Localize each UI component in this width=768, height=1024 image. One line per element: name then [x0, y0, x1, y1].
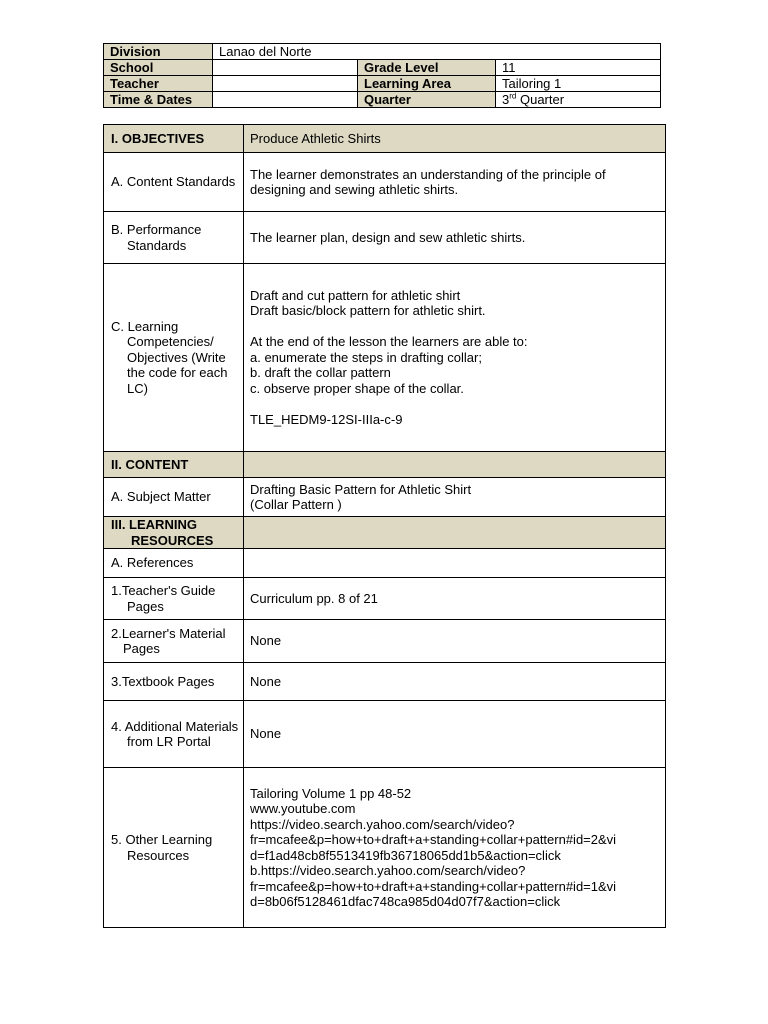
quarter-word: Quarter: [516, 92, 565, 107]
teacher-value: [213, 76, 358, 92]
lesson-header-table: [103, 43, 661, 108]
grade-level-value: 11: [496, 60, 661, 76]
objectives-value: Produce Athletic Shirts: [244, 125, 666, 153]
competency-code: TLE_HEDM9-12SI-IIIa-c-9: [250, 411, 403, 427]
quarter-number: 3: [502, 92, 510, 107]
textbook-value: None: [244, 663, 666, 701]
school-value: [213, 60, 358, 76]
division-label: Division: [104, 44, 213, 60]
textbook-label: 3.Textbook Pages: [104, 663, 244, 701]
teachers-guide-row: [104, 578, 666, 620]
competency-line: Draft basic/block pattern for athletic shirt.: [250, 303, 486, 319]
performance-standards-value: The learner plan, design and sew athletic shirts.: [244, 212, 666, 264]
quarter-value: [496, 92, 661, 108]
competency-line: a. enumerate the steps in drafting collar;: [250, 349, 482, 365]
school-label: School: [104, 60, 213, 76]
textbook-row: [104, 663, 666, 701]
content-standards-label: A. Content Standards: [111, 174, 236, 190]
quarter-suffix: rd: [509, 91, 517, 101]
content-label: II. CONTENT: [104, 452, 244, 478]
learners-material-row: [104, 620, 666, 663]
objectives-label: I. OBJECTIVES: [104, 125, 244, 153]
other-resources-row: [104, 768, 666, 928]
references-label: A. References: [104, 549, 244, 578]
header-row-division: [104, 44, 661, 60]
header-row-time: [104, 92, 661, 108]
resource-line: d=f1ad48cb8f5513419fb36718065dd1b5&action=click: [250, 847, 561, 863]
lesson-plan-table: [103, 124, 666, 928]
quarter-label: Quarter: [358, 92, 496, 108]
resource-line: Tailoring Volume 1 pp 48-52: [250, 785, 412, 801]
resource-line: www.youtube.com: [250, 801, 356, 816]
resources-row: [104, 517, 666, 549]
competency-line: Draft and cut pattern for athletic shirt: [250, 287, 461, 303]
competency-line: c. observe proper shape of the collar.: [250, 380, 464, 396]
competency-line: b. draft the collar pattern: [250, 365, 391, 381]
performance-standards-label: B. Performance Standards: [111, 222, 202, 253]
resource-line: fr=mcafee&p=how+to+draft+a+standing+collar+pattern#id=1&vi: [250, 878, 617, 894]
time-dates-value: [213, 92, 358, 108]
subject-matter-row: [104, 478, 666, 517]
learners-material-value: None: [244, 620, 666, 663]
competencies-row: [104, 264, 666, 452]
resources-label: III. LEARNING RESOURCES: [111, 517, 214, 548]
resource-line: https://video.search.yahoo.com/search/video?: [250, 816, 515, 832]
content-row: [104, 452, 666, 478]
division-value: Lanao del Norte: [213, 44, 661, 60]
competencies-label: C. Learning Competencies/ Objectives (Write the code for each LC): [111, 318, 228, 396]
content-standards-value: The learner demonstrates an understanding of the principle of designing and sewing athletic shirts.: [250, 166, 606, 197]
resource-line: d=8b06f5128461dfac748ca985d04d07f7&action=click: [250, 894, 561, 909]
performance-standards-row: [104, 212, 666, 264]
competency-line: At the end of the lesson the learners are able to:: [250, 334, 528, 350]
subject-matter-line: Drafting Basic Pattern for Athletic Shirt: [250, 481, 472, 497]
header-row-teacher: [104, 76, 661, 92]
header-row-school: [104, 60, 661, 76]
objectives-row: [104, 125, 666, 153]
grade-level-label: Grade Level: [358, 60, 496, 76]
references-row: [104, 549, 666, 578]
additional-materials-label: 4. Additional Materials from LR Portal: [111, 718, 239, 749]
content-standards-row: [104, 153, 666, 212]
teacher-label: Teacher: [104, 76, 213, 92]
learning-area-value: Tailoring 1: [496, 76, 661, 92]
teachers-guide-value: Curriculum pp. 8 of 21: [244, 578, 666, 620]
time-dates-label: Time & Dates: [104, 92, 213, 108]
resource-line: b.https://video.search.yahoo.com/search/video?: [250, 863, 526, 878]
other-resources-label: 5. Other Learning Resources: [111, 832, 213, 863]
teachers-guide-label: 1.Teacher's Guide Pages: [111, 583, 216, 614]
subject-matter-line: (Collar Pattern ): [250, 497, 342, 512]
subject-matter-label: A. Subject Matter: [104, 478, 244, 517]
learning-area-label: Learning Area: [358, 76, 496, 92]
learners-material-label: 2.Learner's Material Pages: [111, 625, 226, 656]
resource-line: fr=mcafee&p=how+to+draft+a+standing+collar+pattern#id=2&vi: [250, 832, 617, 847]
additional-materials-row: [104, 701, 666, 768]
additional-materials-value: None: [244, 701, 666, 768]
